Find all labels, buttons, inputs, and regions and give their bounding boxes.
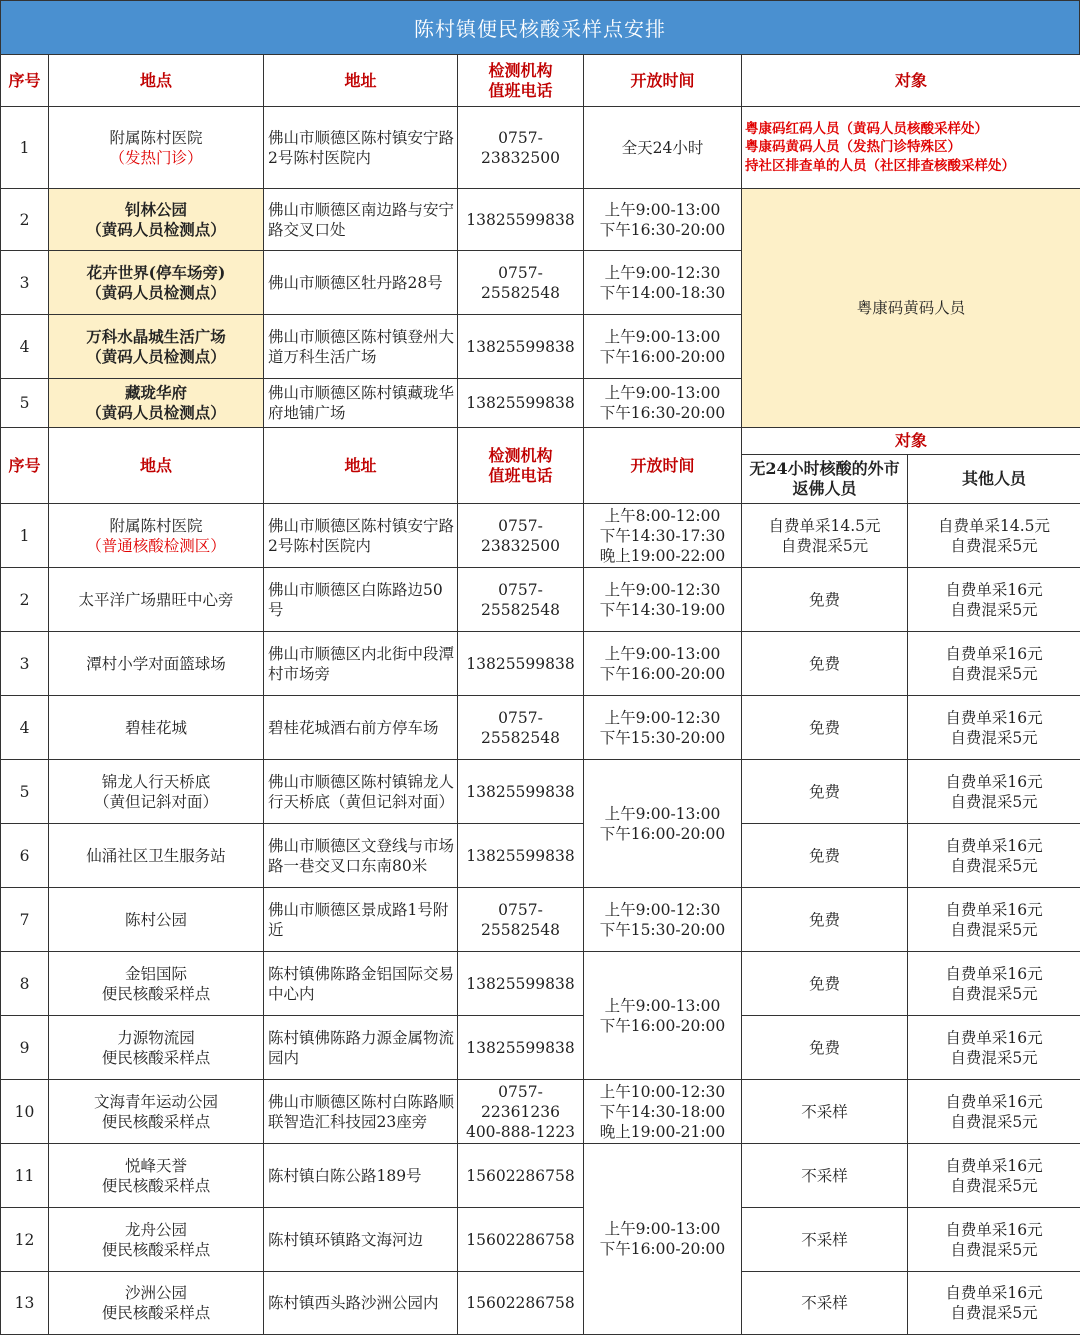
target-line: 持社区排查单的人员（社区排查核酸采样处） [745,157,1015,174]
cell-seq: 6 [1,824,49,888]
cell-phone: 0757-23832500 [458,107,584,189]
cell-fee-returnees: 不采样 [742,1080,908,1144]
hours-line: 上午8:00-12:00 [604,506,721,525]
hours-line: 上午9:00-12:30 [604,900,721,919]
place-note: （发热门诊） [109,148,203,167]
cell-address: 佛山市顺德区牡丹路28号 [264,251,458,315]
place-name: 文海青年运动公园 [93,1092,218,1111]
fee-line: 自费单采16元 [945,964,1043,983]
cell-seq: 1 [1,107,49,189]
table-row [1,952,1080,1016]
cell-fee-others [908,568,1080,632]
cell-place [49,107,264,189]
cell-phone: 13825599838 [458,379,584,428]
cell-phone: 15602286758 [458,1208,584,1272]
cell-seq: 3 [1,632,49,696]
cell-place [49,952,264,1016]
hours-line: 上午9:00-12:30 [604,263,721,282]
place-name: 龙舟公园 [124,1220,187,1239]
cell-seq: 12 [1,1208,49,1272]
fee-line: 自费单采14.5元 [938,516,1051,535]
table-row [1,1208,1080,1272]
cell-fee-others [908,888,1080,952]
cell-seq: 13 [1,1272,49,1335]
fee-line: 自费混采5元 [950,536,1038,555]
fee-line: 自费单采16元 [945,1092,1043,1111]
table-row [1,888,1080,952]
table-row [1,1272,1080,1335]
place-name: 悦峰天誉 [124,1156,187,1175]
table-row [1,189,1080,251]
cell-fee-others [908,504,1080,568]
cell-hours [584,1080,742,1144]
cell-seq: 5 [1,760,49,824]
cell-seq: 2 [1,189,49,251]
cell-address: 佛山市顺德区景成路1号附近 [264,888,458,952]
cell-seq: 4 [1,315,49,379]
table-row [1,824,1080,888]
header-target-others: 其他人员 [908,455,1080,504]
place-name: 沙洲公园 [124,1284,187,1302]
place-name: 万科水晶城生活广场 [86,326,226,346]
cell-address: 陈村镇西头路沙洲公园内 [264,1272,458,1335]
place-name: 金铝国际 [124,964,187,983]
cell-fee-others [908,1272,1080,1335]
cell-fee-others [908,696,1080,760]
fee-line: 自费混采5元 [780,536,869,555]
hours-line: 下午16:00-20:00 [599,1016,726,1035]
cell-fee-others [908,1080,1080,1144]
hours-line: 上午9:00-13:00 [604,1220,721,1238]
cell-seq: 1 [1,504,49,568]
header-target: 对象 [742,428,1080,455]
hours-line: 下午14:30-18:00 [599,1102,726,1121]
cell-seq: 10 [1,1080,49,1144]
cell-phone: 13825599838 [458,760,584,824]
cell-fee-others [908,760,1080,824]
cell-address: 碧桂花城酒右前方停车场 [264,696,458,760]
header-target: 对象 [742,55,1080,107]
cell-fee-returnees: 免费 [742,568,908,632]
cell-phone: 0757-25582548 [458,251,584,315]
fee-line: 自费单采16元 [945,1028,1043,1047]
cell-phone: 13825599838 [458,824,584,888]
fee-line: 自费混采5元 [950,792,1038,811]
fee-line: 自费混采5元 [950,1048,1038,1067]
place-name: 钊林公园 [124,199,187,219]
table-row [1,107,1080,189]
hours-line: 下午16:00-20:00 [599,824,726,843]
cell-place [49,504,264,568]
header-phone [458,55,584,107]
header-hours: 开放时间 [584,55,742,107]
place-note: （黄码人员检测点） [86,346,226,366]
cell-place: 太平洋广场鼎旺中心旁 [49,568,264,632]
header-hours: 开放时间 [584,428,742,504]
cell-seq: 5 [1,379,49,428]
table-row [1,504,1080,568]
place-name: 附属陈村医院 [109,128,203,147]
header-address: 地址 [264,428,458,504]
place-note: 便民核酸采样点 [101,1240,211,1259]
fee-line: 自费单采16元 [945,644,1043,663]
cell-hours [584,189,742,251]
cell-phone: 0757-25582548 [458,696,584,760]
cell-hours [584,379,742,428]
cell-place [49,1080,264,1144]
fee-line: 自费混采5元 [950,920,1038,939]
cell-place [49,315,264,379]
table-row [1,760,1080,824]
place-note: （黄码人员检测点） [86,219,226,239]
header-target-returnees: 无24小时核酸的外市返佛人员 [742,455,908,504]
cell-target-yellow: 粤康码黄码人员 [742,189,1080,428]
hours-line: 下午16:00-20:00 [599,347,726,366]
target-line: 粤康码黄码人员（发热门诊特殊区） [745,139,961,156]
cell-address: 佛山市顺德区南边路与安宁路交叉口处 [264,189,458,251]
cell-hours-merged [584,760,742,888]
cell-phone: 13825599838 [458,189,584,251]
header-place: 地点 [49,428,264,504]
cell-phone: 15602286758 [458,1272,584,1335]
sampling-table [0,54,1080,1335]
place-name: 藏珑华府 [124,383,187,402]
fee-line: 自费混采5元 [950,664,1038,683]
hours-line: 下午15:30-20:00 [599,728,726,747]
cell-fee-others [908,1208,1080,1272]
cell-phone: 0757-25582548 [458,888,584,952]
fee-line: 自费单采16元 [945,1284,1043,1302]
hours-line: 下午16:30-20:00 [599,404,726,422]
fee-line: 自费单采16元 [945,580,1043,599]
hours-line: 下午16:30-20:00 [599,220,726,239]
cell-fee-others [908,952,1080,1016]
cell-place: 陈村公园 [49,888,264,952]
fee-line: 自费混采5元 [950,1112,1038,1131]
cell-fee-returnees: 不采样 [742,1272,908,1335]
cell-target [742,107,1080,189]
cell-hours [584,504,742,568]
cell-address: 陈村镇佛陈路金铝国际交易中心内 [264,952,458,1016]
cell-phone: 13825599838 [458,1016,584,1080]
cell-place: 潭村小学对面篮球场 [49,632,264,696]
cell-fee-returnees: 免费 [742,632,908,696]
place-note: 便民核酸采样点 [101,984,211,1003]
hours-line: 下午14:30-17:30 [599,526,726,545]
cell-phone: 0757-23832500 [458,504,584,568]
header-address: 地址 [264,55,458,107]
cell-fee-returnees: 免费 [742,1016,908,1080]
cell-seq: 4 [1,696,49,760]
hours-line: 下午14:00-18:30 [599,283,726,302]
phone-line: 0757-22361236 [481,1082,560,1121]
hours-line: 上午9:00-12:30 [604,580,721,599]
cell-seq: 9 [1,1016,49,1080]
header-seq: 序号 [1,55,49,107]
hours-line: 上午9:00-13:00 [604,327,721,346]
hours-line: 上午10:00-12:30 [599,1082,726,1101]
table-row [1,568,1080,632]
place-note: 便民核酸采样点 [101,1048,211,1067]
cell-fee-others [908,632,1080,696]
cell-address: 陈村镇白陈公路189号 [264,1144,458,1208]
fee-line: 自费单采16元 [945,1220,1043,1239]
table-row [1,1080,1080,1144]
place-name: 力源物流园 [117,1028,195,1047]
cell-address: 陈村镇佛陈路力源金属物流园内 [264,1016,458,1080]
cell-address: 陈村镇环镇路文海河边 [264,1208,458,1272]
cell-address: 佛山市顺德区陈村镇锦龙人行天桥底（黄但记斜对面） [264,760,458,824]
fee-line: 自费单采16元 [945,1156,1043,1175]
header-seq: 序号 [1,428,49,504]
cell-place: 仙涌社区卫生服务站 [49,824,264,888]
cell-seq: 3 [1,251,49,315]
fee-line: 自费混采5元 [950,600,1038,619]
page-title: 陈村镇便民核酸采样点安排 [0,0,1080,54]
cell-phone: 15602286758 [458,1144,584,1208]
cell-phone: 13825599838 [458,315,584,379]
header-phone-line2: 值班电话 [488,80,553,100]
hours-line: 下午14:30-19:00 [599,600,726,619]
hours-line: 下午15:30-20:00 [599,920,726,939]
cell-place [49,189,264,251]
cell-hours [584,251,742,315]
cell-hours-merged [584,952,742,1080]
cell-address: 佛山市顺德区内北街中段潭村市场旁 [264,632,458,696]
target-line: 粤康码红码人员（黄码人员核酸采样处） [745,120,988,137]
cell-address: 佛山市顺德区白陈路边50号 [264,568,458,632]
fee-line: 自费单采16元 [945,772,1043,791]
place-name: 附属陈村医院 [109,516,203,535]
cell-hours [584,696,742,760]
cell-fee-others [908,1144,1080,1208]
cell-phone: 13825599838 [458,952,584,1016]
cell-place [49,1208,264,1272]
cell-fee-others [908,824,1080,888]
cell-address: 佛山市顺德区陈村镇安宁路2号陈村医院内 [264,504,458,568]
fee-line: 自费单采14.5元 [768,516,881,535]
cell-seq: 7 [1,888,49,952]
cell-place: 碧桂花城 [49,696,264,760]
cell-hours [584,888,742,952]
cell-place [49,1144,264,1208]
place-note: 便民核酸采样点 [101,1112,211,1131]
place-note: （黄码人员检测点） [86,403,226,422]
cell-hours [584,632,742,696]
fee-line: 自费混采5元 [950,984,1038,1003]
phone-line: 400-888-1223 [465,1122,576,1141]
cell-fee-returnees [742,504,908,568]
cell-fee-returnees: 免费 [742,952,908,1016]
place-note: （黄码人员检测点） [86,282,226,302]
cell-hours: 全天24小时 [584,107,742,189]
cell-address: 佛山市顺德区陈村白陈路顺联智造汇科技园23座旁 [264,1080,458,1144]
cell-address: 佛山市顺德区文登线与市场路一巷交叉口东南80米 [264,824,458,888]
place-note: （普通核酸检测区） [86,536,226,555]
cell-fee-returnees: 免费 [742,824,908,888]
hours-line: 上午9:00-13:00 [604,804,721,823]
hours-line: 上午9:00-13:00 [604,996,721,1015]
header-phone-line2: 值班电话 [488,465,553,485]
cell-place [49,1272,264,1335]
cell-phone [458,1080,584,1144]
hours-line: 晚上19:00-22:00 [599,546,726,565]
table-row [1,1144,1080,1208]
place-name: 锦龙人行天桥底 [101,772,211,791]
place-note: 便民核酸采样点 [101,1176,211,1195]
table2-header-row [1,428,1080,455]
fee-line: 自费混采5元 [950,1176,1038,1195]
cell-seq: 11 [1,1144,49,1208]
hours-line: 上午9:00-13:00 [604,644,721,663]
cell-hours [584,315,742,379]
place-name: 花卉世界(停车场旁) [86,262,226,282]
table-row [1,1016,1080,1080]
hours-line: 上午9:00-13:00 [604,200,721,219]
fee-line: 自费混采5元 [950,856,1038,875]
header-phone-line1: 检测机构 [488,60,553,80]
fee-line: 自费单采16元 [945,900,1043,919]
table-row [1,696,1080,760]
cell-place [49,251,264,315]
cell-phone: 13825599838 [458,632,584,696]
cell-seq: 2 [1,568,49,632]
cell-fee-returnees: 免费 [742,696,908,760]
hours-line: 下午16:00-20:00 [599,1240,726,1258]
fee-line: 自费混采5元 [950,728,1038,747]
cell-hours [584,568,742,632]
cell-seq: 8 [1,952,49,1016]
cell-place [49,760,264,824]
hours-line: 晚上19:00-21:00 [599,1122,726,1141]
place-note: （黄但记斜对面） [93,792,218,811]
cell-fee-returnees: 不采样 [742,1144,908,1208]
fee-line: 自费混采5元 [950,1240,1038,1259]
header-phone [458,428,584,504]
cell-fee-returnees: 不采样 [742,1208,908,1272]
cell-address: 佛山市顺德区陈村镇安宁路2号陈村医院内 [264,107,458,189]
hours-line: 下午16:00-20:00 [599,664,726,683]
header-place: 地点 [49,55,264,107]
cell-fee-others [908,1016,1080,1080]
header-phone-line1: 检测机构 [488,445,553,465]
fee-line: 自费单采16元 [945,708,1043,727]
table-row [1,632,1080,696]
cell-fee-returnees: 免费 [742,760,908,824]
hours-line: 上午9:00-12:30 [604,708,721,727]
fee-line: 自费单采16元 [945,836,1043,855]
hours-line: 上午9:00-13:00 [604,384,721,402]
fee-line: 自费混采5元 [950,1304,1038,1322]
cell-fee-returnees: 免费 [742,888,908,952]
cell-address: 佛山市顺德区陈村镇藏珑华府地铺广场 [264,379,458,428]
place-note: 便民核酸采样点 [101,1304,211,1322]
cell-phone: 0757-25582548 [458,568,584,632]
cell-hours-merged [584,1144,742,1335]
table1-header-row [1,55,1080,107]
cell-place [49,1016,264,1080]
cell-place [49,379,264,428]
cell-address: 佛山市顺德区陈村镇登州大道万科生活广场 [264,315,458,379]
